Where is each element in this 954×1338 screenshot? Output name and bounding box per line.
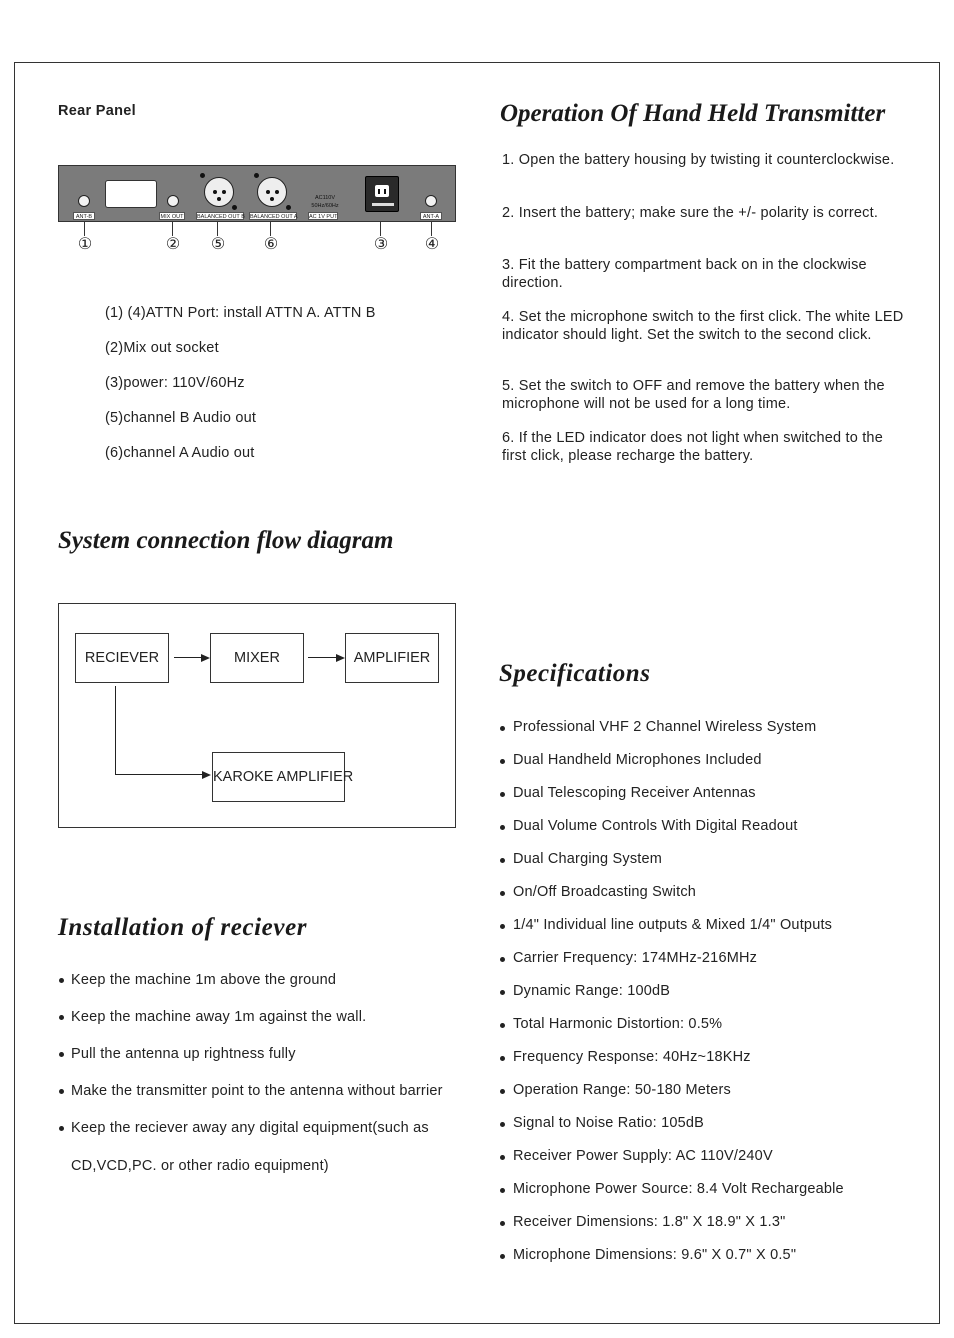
installation-item: Pull the antenna up rightness fully xyxy=(71,1046,296,1062)
leader-line xyxy=(217,221,218,236)
spec-item: Dual Volume Controls With Digital Readout xyxy=(513,818,798,834)
bullet-icon xyxy=(500,825,505,830)
operation-step: 2. Insert the battery; make sure the +/- polarity is correct. xyxy=(502,205,879,221)
power-socket-icon xyxy=(365,176,399,212)
bullet-icon xyxy=(500,957,505,962)
legend-item: (1) (4)ATTN Port: install ATTN A. ATTN B xyxy=(105,305,376,321)
bullet-icon xyxy=(500,1089,505,1094)
installation-item: Make the transmitter point to the antenna without barrier xyxy=(71,1083,443,1099)
bullet-icon xyxy=(500,990,505,995)
flow-diagram-title: System connection flow diagram xyxy=(58,527,394,554)
label-ant-a: ANT-A xyxy=(420,212,442,220)
spec-item: On/Off Broadcasting Switch xyxy=(513,884,697,900)
label-mix-out: MIX OUT xyxy=(160,214,184,220)
label-ant-b: ANT-B xyxy=(73,212,95,220)
connector-line xyxy=(115,774,203,775)
installation-title: Installation of reciever xyxy=(58,914,308,941)
screw-icon xyxy=(232,205,237,210)
callout-2: ② xyxy=(165,236,181,253)
spec-item: Receiver Dimensions: 1.8" X 18.9" X 1.3" xyxy=(513,1214,786,1230)
bullet-icon xyxy=(500,1122,505,1127)
screw-icon xyxy=(200,173,205,178)
installation-item-continuation: CD,VCD,PC. or other radio equipment) xyxy=(71,1158,329,1174)
mixer-box: MIXER xyxy=(210,633,304,683)
spec-item: Professional VHF 2 Channel Wireless System xyxy=(513,719,817,735)
bullet-icon xyxy=(500,1155,505,1160)
bullet-icon xyxy=(500,924,505,929)
rear-panel-title: Rear Panel xyxy=(58,103,136,119)
spec-item: 1/4" Individual line outputs & Mixed 1/4" Outputs xyxy=(513,917,833,933)
arrow-right-icon xyxy=(336,654,345,662)
spec-item: Receiver Power Supply: AC 110V/240V xyxy=(513,1148,773,1164)
display-window xyxy=(105,180,157,208)
leader-line xyxy=(172,221,173,236)
specifications-title: Specifications xyxy=(499,660,651,687)
bullet-icon xyxy=(500,759,505,764)
bullet-icon xyxy=(500,1221,505,1226)
legend-item: (2)Mix out socket xyxy=(105,340,219,356)
screw-icon xyxy=(286,205,291,210)
spec-item: Carrier Frequency: 174MHz-216MHz xyxy=(513,950,758,966)
installation-item: Keep the machine away 1m against the wall. xyxy=(71,1009,367,1025)
mix-out-jack xyxy=(167,195,179,207)
callout-5: ⑤ xyxy=(210,236,226,253)
ant-a-jack xyxy=(425,195,437,207)
bullet-icon xyxy=(59,1089,64,1094)
bullet-icon xyxy=(500,1254,505,1259)
bullet-icon xyxy=(59,978,64,983)
spec-item: Dual Telescoping Receiver Antennas xyxy=(513,785,756,801)
spec-item: Total Harmonic Distortion: 0.5% xyxy=(513,1016,723,1032)
screw-icon xyxy=(254,173,259,178)
bullet-icon xyxy=(500,792,505,797)
operation-step: 6. If the LED indicator does not light when switched to the first click, please recharge the battery. xyxy=(502,430,883,464)
bullet-icon xyxy=(500,1188,505,1193)
legend-item: (5)channel B Audio out xyxy=(105,410,257,426)
bullet-icon xyxy=(59,1015,64,1020)
bullet-icon xyxy=(500,1023,505,1028)
spec-item: Dual Charging System xyxy=(513,851,663,867)
leader-line xyxy=(431,221,432,236)
leader-line xyxy=(84,221,85,236)
bullet-icon xyxy=(500,891,505,896)
operation-step: 1. Open the battery housing by twisting it counterclockwise. xyxy=(502,152,895,168)
leader-line xyxy=(380,221,381,236)
bullet-icon xyxy=(500,1056,505,1061)
bullet-icon xyxy=(500,858,505,863)
receiver-box: RECIEVER xyxy=(75,633,169,683)
installation-item: Keep the machine 1m above the ground xyxy=(71,972,337,988)
operation-step: 4. Set the microphone switch to the first click. The white LED indicator should light. Set the switch to the second click. xyxy=(502,309,904,343)
callout-3: ③ xyxy=(373,236,389,253)
label-balanced-out-a: BALANCED OUT A xyxy=(250,214,298,220)
callout-1: ① xyxy=(77,236,93,253)
spec-item: Frequency Response: 40Hz~18KHz xyxy=(513,1049,751,1065)
flow-diagram xyxy=(58,603,456,828)
label-ac-input: AC 1V PUT xyxy=(309,214,338,220)
bullet-icon xyxy=(59,1052,64,1057)
spec-item: Operation Range: 50-180 Meters xyxy=(513,1082,731,1098)
bullet-icon xyxy=(500,726,505,731)
label-balanced-out-b: BALANCED OUT B xyxy=(197,214,245,220)
callout-4: ④ xyxy=(424,236,440,253)
spec-item: Dynamic Range: 100dB xyxy=(513,983,671,999)
leader-line xyxy=(270,221,271,236)
legend-item: (6)channel A Audio out xyxy=(105,445,255,461)
spec-item: Signal to Noise Ratio: 105dB xyxy=(513,1115,704,1131)
installation-item: Keep the reciever away any digital equipment(such as xyxy=(71,1120,429,1136)
spec-item: Microphone Dimensions: 9.6" X 0.7" X 0.5" xyxy=(513,1247,797,1263)
bullet-icon xyxy=(59,1126,64,1131)
operation-step: 3. Fit the battery compartment back on in the clockwise direction. xyxy=(502,257,867,291)
amplifier-box: AMPLIFIER xyxy=(345,633,439,683)
operation-step: 5. Set the switch to OFF and remove the battery when the microphone will not be used for a long time. xyxy=(502,378,885,412)
arrow-line xyxy=(308,657,337,658)
spec-item: Dual Handheld Microphones Included xyxy=(513,752,762,768)
ant-b-jack xyxy=(78,195,90,207)
callout-6: ⑥ xyxy=(263,236,279,253)
operation-title: Operation Of Hand Held Transmitter xyxy=(500,100,886,127)
ac-rating: AC110V 50Hz/60Hz xyxy=(311,195,339,209)
legend-item: (3)power: 110V/60Hz xyxy=(105,375,245,391)
arrow-right-icon xyxy=(202,771,211,779)
spec-item: Microphone Power Source: 8.4 Volt Rechargeable xyxy=(513,1181,844,1197)
balanced-out-a-connector xyxy=(257,177,287,207)
balanced-out-b-connector xyxy=(204,177,234,207)
connector-line xyxy=(115,686,116,774)
rear-panel-illustration xyxy=(58,165,456,222)
karoke-amplifier-box: KAROKE AMPLIFIER xyxy=(212,752,345,802)
arrow-line xyxy=(174,657,202,658)
arrow-right-icon xyxy=(201,654,210,662)
